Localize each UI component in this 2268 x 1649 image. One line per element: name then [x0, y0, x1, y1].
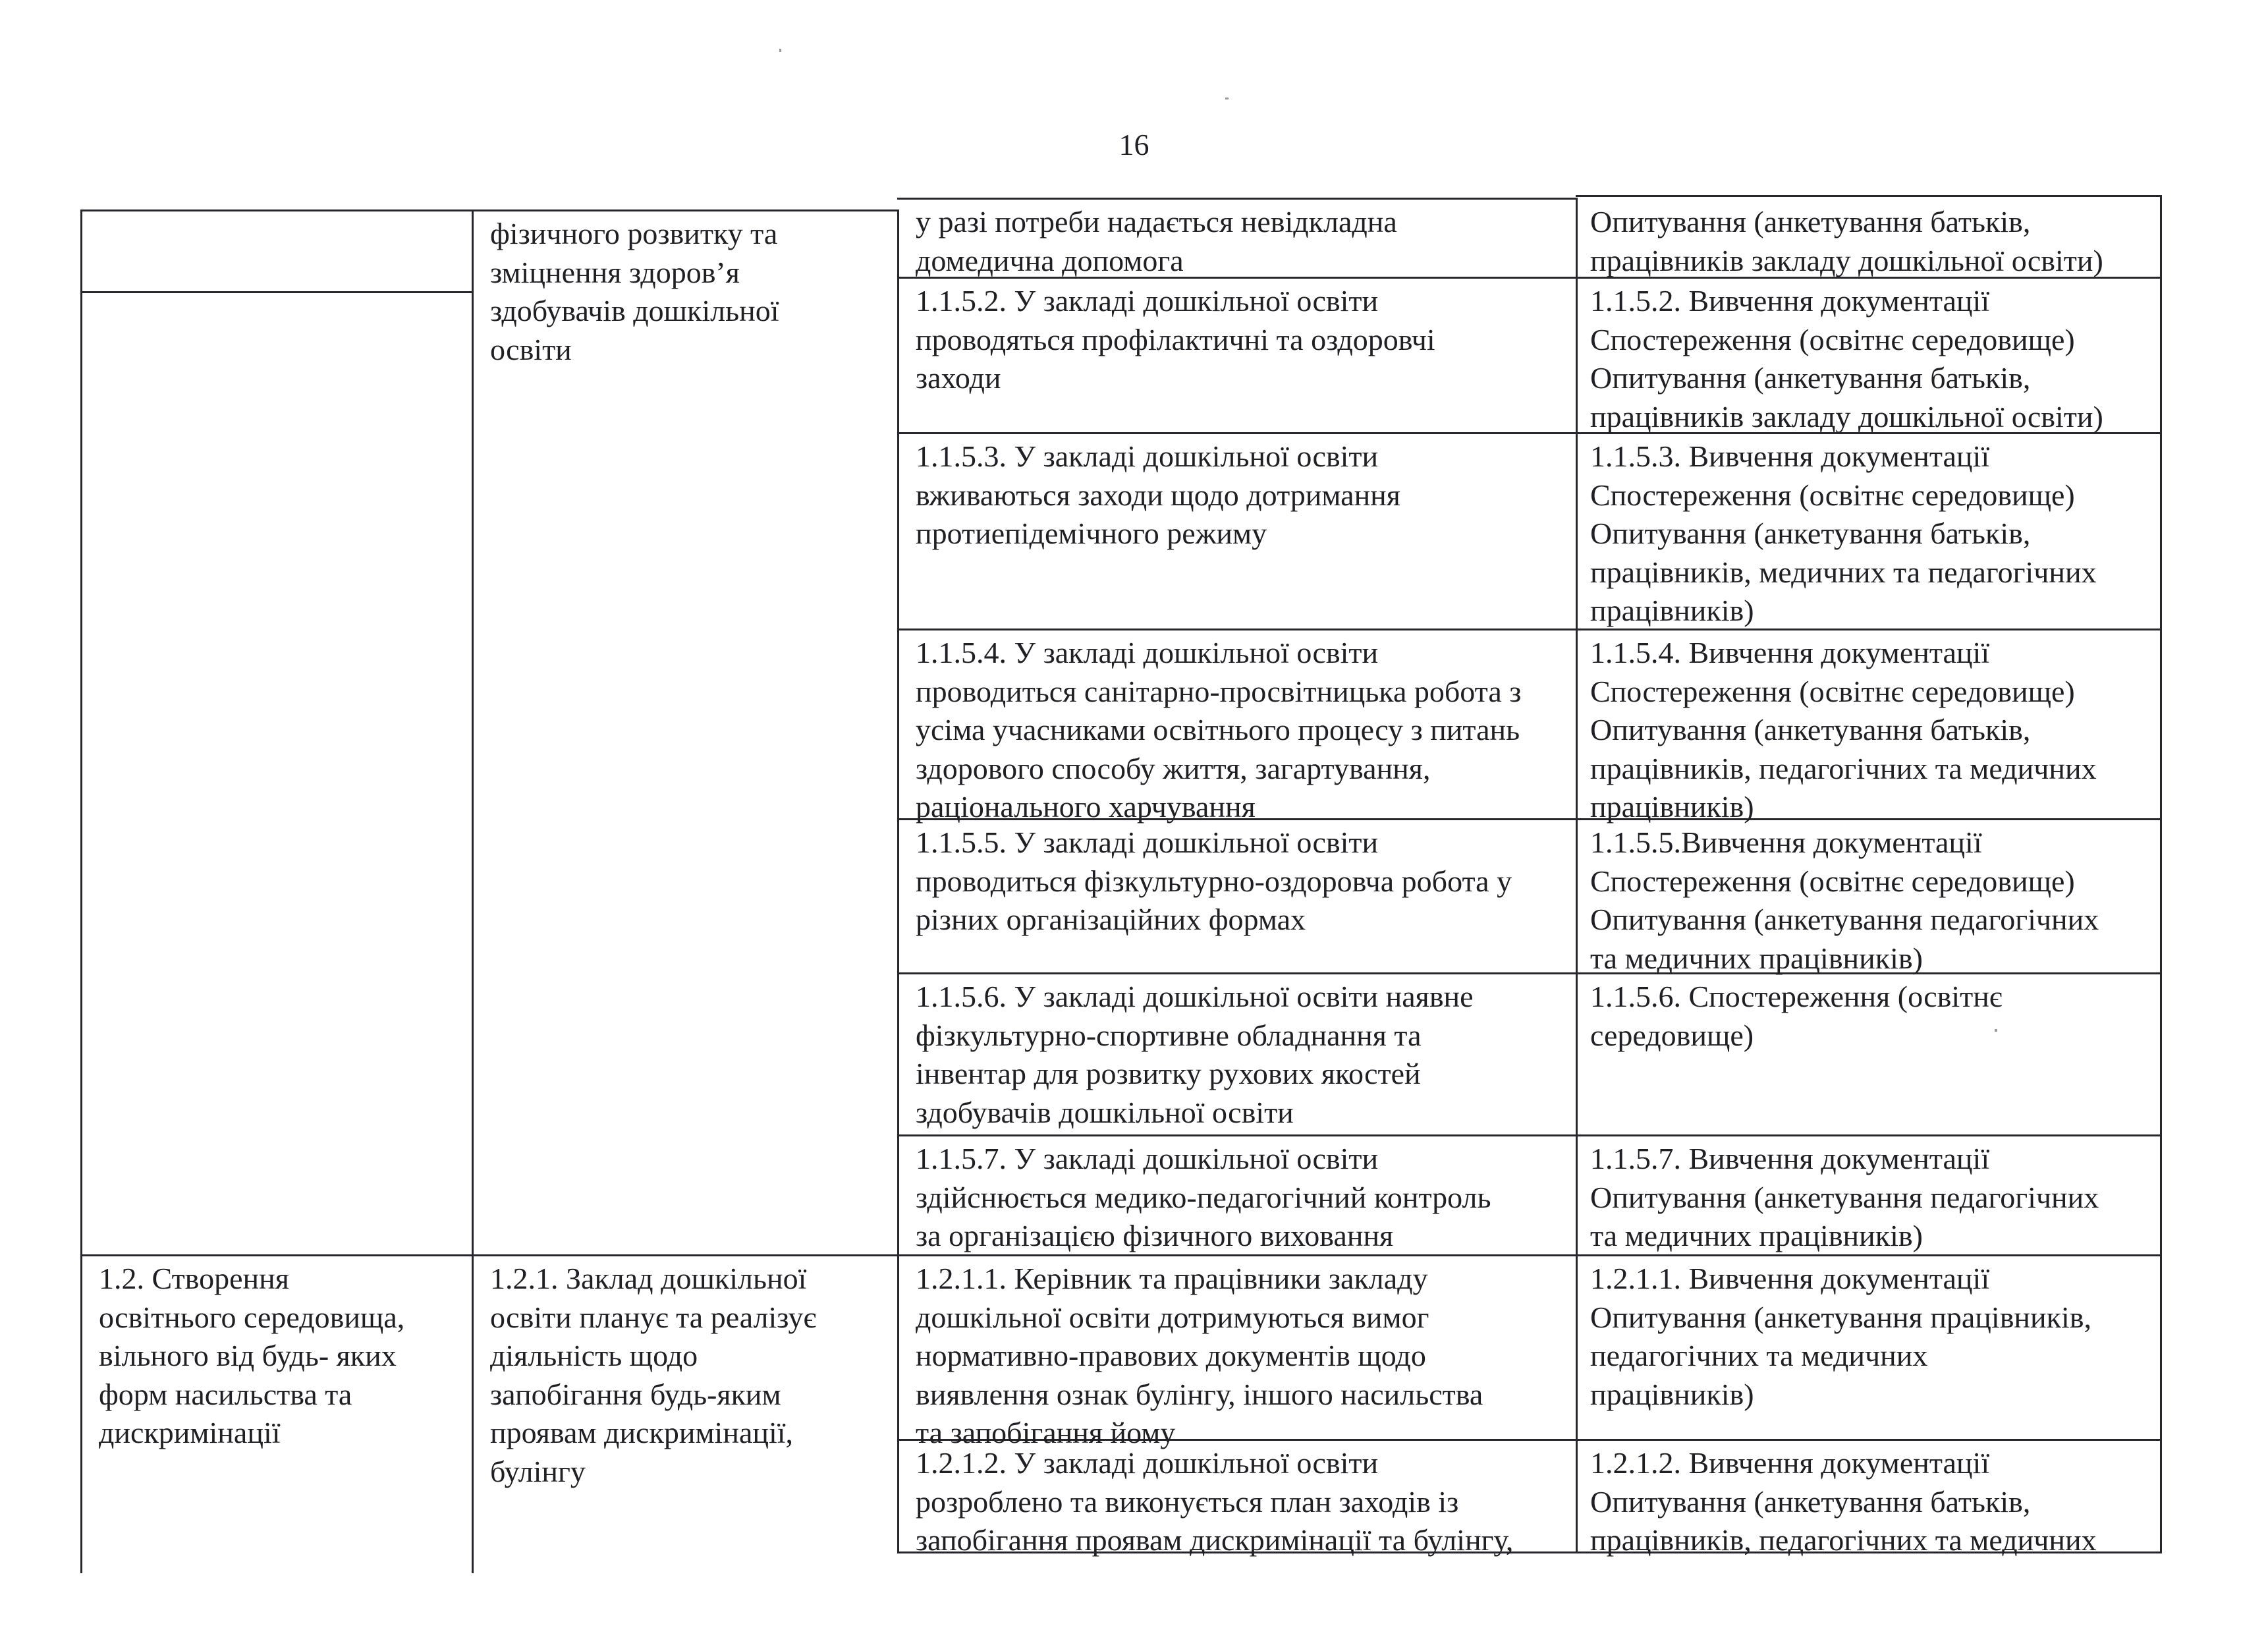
methods-line: 1.2.1.2. Вивчення документації: [1590, 1446, 1990, 1480]
methods-line: працівників): [1590, 1377, 1754, 1411]
methods-line: Спостереження (освітнє середовище): [1590, 478, 2075, 512]
indicator-cell: [897, 818, 1576, 939]
methods-line: Спостереження (освітнє середовище): [1590, 864, 2075, 898]
indicator-line: та запобігання йому: [916, 1416, 1176, 1449]
methods-line: працівників, педагогічних та медичних: [1590, 1523, 2097, 1557]
methods-line: 1.2.1.1. Вивчення документації: [1590, 1262, 1990, 1295]
indicator-line: усіма учасниками освітнього процесу з питань: [916, 713, 1520, 746]
methods-cell: [1576, 818, 2160, 978]
requirement-line: дискримінації: [99, 1416, 281, 1449]
indicator-line: 1.1.5.5. У закладі дошкільної освіти: [916, 825, 1379, 859]
methods-line: середовище): [1590, 1018, 1754, 1052]
methods-line: працівників): [1590, 790, 1754, 824]
methods-line: працівників закладу дошкільної освіти): [1590, 399, 2103, 433]
indicator-cell: [897, 972, 1576, 1132]
indicator-cell: [897, 1439, 1576, 1560]
indicator-line: проводяться профілактичні та оздоровчі: [916, 322, 1435, 356]
criterion-line: здобувачів дошкільної: [490, 294, 779, 327]
methods-cell: [1576, 629, 2160, 827]
indicator-line: нормативно-правових документів щодо: [916, 1339, 1426, 1372]
methods-line: та медичних працівників): [1590, 941, 1923, 975]
indicator-line: 1.1.5.4. У закладі дошкільної освіти: [916, 636, 1379, 669]
criterion-line: 1.2.1. Заклад дошкільної: [490, 1262, 807, 1295]
methods-cell: [1576, 1254, 2160, 1414]
methods-line: працівників, педагогічних та медичних: [1590, 751, 2097, 785]
methods-line: працівників): [1590, 594, 1754, 627]
scan-speck: [1225, 98, 1229, 99]
criterion-line: запобігання будь-яким: [490, 1377, 781, 1411]
indicator-line: проводиться санітарно-просвітницька робота з: [916, 674, 1522, 708]
methods-cell: [1576, 972, 2160, 1055]
requirement-line: форм насильства та: [99, 1377, 352, 1411]
indicator-cell: [897, 432, 1576, 553]
indicator-line: запобігання проявам дискримінації та булінгу,: [916, 1523, 1514, 1557]
scan-speck: [779, 49, 781, 52]
indicator-line: розроблено та виконується план заходів із: [916, 1484, 1459, 1519]
indicator-line: протиепідемічного режиму: [916, 517, 1267, 550]
indicator-line: 1.1.5.6. У закладі дошкільної освіти наявне: [916, 980, 1474, 1013]
methods-line: Опитування (анкетування батьків,: [1590, 1484, 2031, 1519]
page-number: 16: [1119, 128, 1149, 161]
methods-line: та медичних працівників): [1590, 1219, 1923, 1252]
indicator-line: здійснюється медико-педагогічний контроль: [916, 1180, 1491, 1214]
criterion-line: булінгу: [490, 1454, 586, 1488]
indicator-line: 1.1.5.7. У закладі дошкільної освіти: [916, 1142, 1379, 1175]
indicator-line: домедична допомога: [916, 243, 1184, 277]
indicator-line: здобувачів дошкільної освіти: [916, 1095, 1294, 1129]
criterion-line: зміцнення здоров’я: [490, 255, 740, 289]
criterion-cell: [472, 1254, 897, 1491]
methods-cell: [1576, 1134, 2160, 1256]
indicator-line: інвентар для розвитку рухових якостей: [916, 1057, 1421, 1090]
indicator-cell: [897, 277, 1576, 398]
methods-line: Опитування (анкетування батьків,: [1590, 517, 2031, 550]
methods-line: 1.1.5.6. Спостереження (освітнє: [1590, 980, 2003, 1013]
criterion-cell: [472, 210, 897, 369]
methods-line: працівників, медичних та педагогічних: [1590, 555, 2097, 589]
methods-line: Спостереження (освітнє середовище): [1590, 322, 2075, 356]
requirement-line: освітнього середовища,: [99, 1300, 405, 1334]
indicator-line: 1.1.5.2. У закладі дошкільної освіти: [916, 284, 1379, 318]
indicator-line: 1.2.1.1. Керівник та працівники закладу: [916, 1262, 1428, 1295]
requirement-line: 1.2. Створення: [99, 1262, 289, 1295]
methods-line: Опитування (анкетування батьків,: [1590, 713, 2031, 746]
indicator-line: виявлення ознак булінгу, іншого насильства: [916, 1377, 1483, 1411]
methods-cell: [1576, 198, 2160, 280]
criterion-line: освіти планує та реалізує: [490, 1300, 817, 1334]
indicator-line: заходи: [916, 361, 1001, 395]
indicator-line: за організацією фізичного виховання: [916, 1219, 1394, 1252]
criterion-line: діяльність щодо: [490, 1339, 698, 1372]
indicator-line: різних організаційних формах: [916, 903, 1306, 936]
indicator-line: 1.1.5.3. У закладі дошкільної освіти: [916, 439, 1379, 473]
methods-line: Опитування (анкетування батьків,: [1590, 205, 2031, 238]
indicator-line: здорового способу життя, загартування,: [916, 751, 1431, 785]
indicator-line: у разі потреби надається невідкладна: [916, 205, 1397, 238]
methods-line: 1.1.5.4. Вивчення документації: [1590, 636, 1990, 669]
criterion-line: освіти: [490, 332, 572, 366]
methods-line: Опитування (анкетування педагогічних: [1590, 903, 2099, 936]
methods-cell: [1576, 277, 2160, 436]
requirement-line: вільного від будь- яких: [99, 1339, 397, 1372]
methods-line: педагогічних та медичних: [1590, 1339, 1928, 1372]
requirement-cell: [80, 1254, 472, 1453]
methods-line: 1.1.5.3. Вивчення документації: [1590, 439, 1990, 473]
criterion-line: проявам дискримінації,: [490, 1416, 794, 1449]
indicator-line: фізкультурно-спортивне обладнання та: [916, 1018, 1422, 1052]
indicator-line: 1.2.1.2. У закладі дошкільної освіти: [916, 1446, 1379, 1480]
methods-line: Опитування (анкетування працівників,: [1590, 1300, 2091, 1334]
methods-line: Опитування (анкетування педагогічних: [1590, 1180, 2099, 1214]
indicator-line: дошкільної освіти дотримуються вимог: [916, 1300, 1429, 1334]
indicator-line: вживаються заходи щодо дотримання: [916, 478, 1400, 512]
indicator-cell: [897, 198, 1576, 280]
criterion-line: фізичного розвитку та: [490, 217, 778, 250]
methods-line: Опитування (анкетування батьків,: [1590, 361, 2031, 395]
methods-cell: [1576, 1439, 2160, 1560]
indicator-line: раціонального харчування: [916, 790, 1256, 824]
methods-line: 1.1.5.7. Вивчення документації: [1590, 1142, 1990, 1175]
indicator-cell: [897, 1254, 1576, 1453]
indicator-cell: [897, 1134, 1576, 1256]
indicator-line: проводиться фізкультурно-оздоровча робота у: [916, 864, 1512, 898]
methods-line: 1.1.5.2. Вивчення документації: [1590, 284, 1990, 318]
methods-cell: [1576, 432, 2160, 630]
methods-line: Спостереження (освітнє середовище): [1590, 674, 2075, 708]
indicator-cell: [897, 629, 1576, 827]
methods-line: 1.1.5.5.Вивчення документації: [1590, 825, 1982, 859]
methods-line: працівників закладу дошкільної освіти): [1590, 243, 2103, 277]
